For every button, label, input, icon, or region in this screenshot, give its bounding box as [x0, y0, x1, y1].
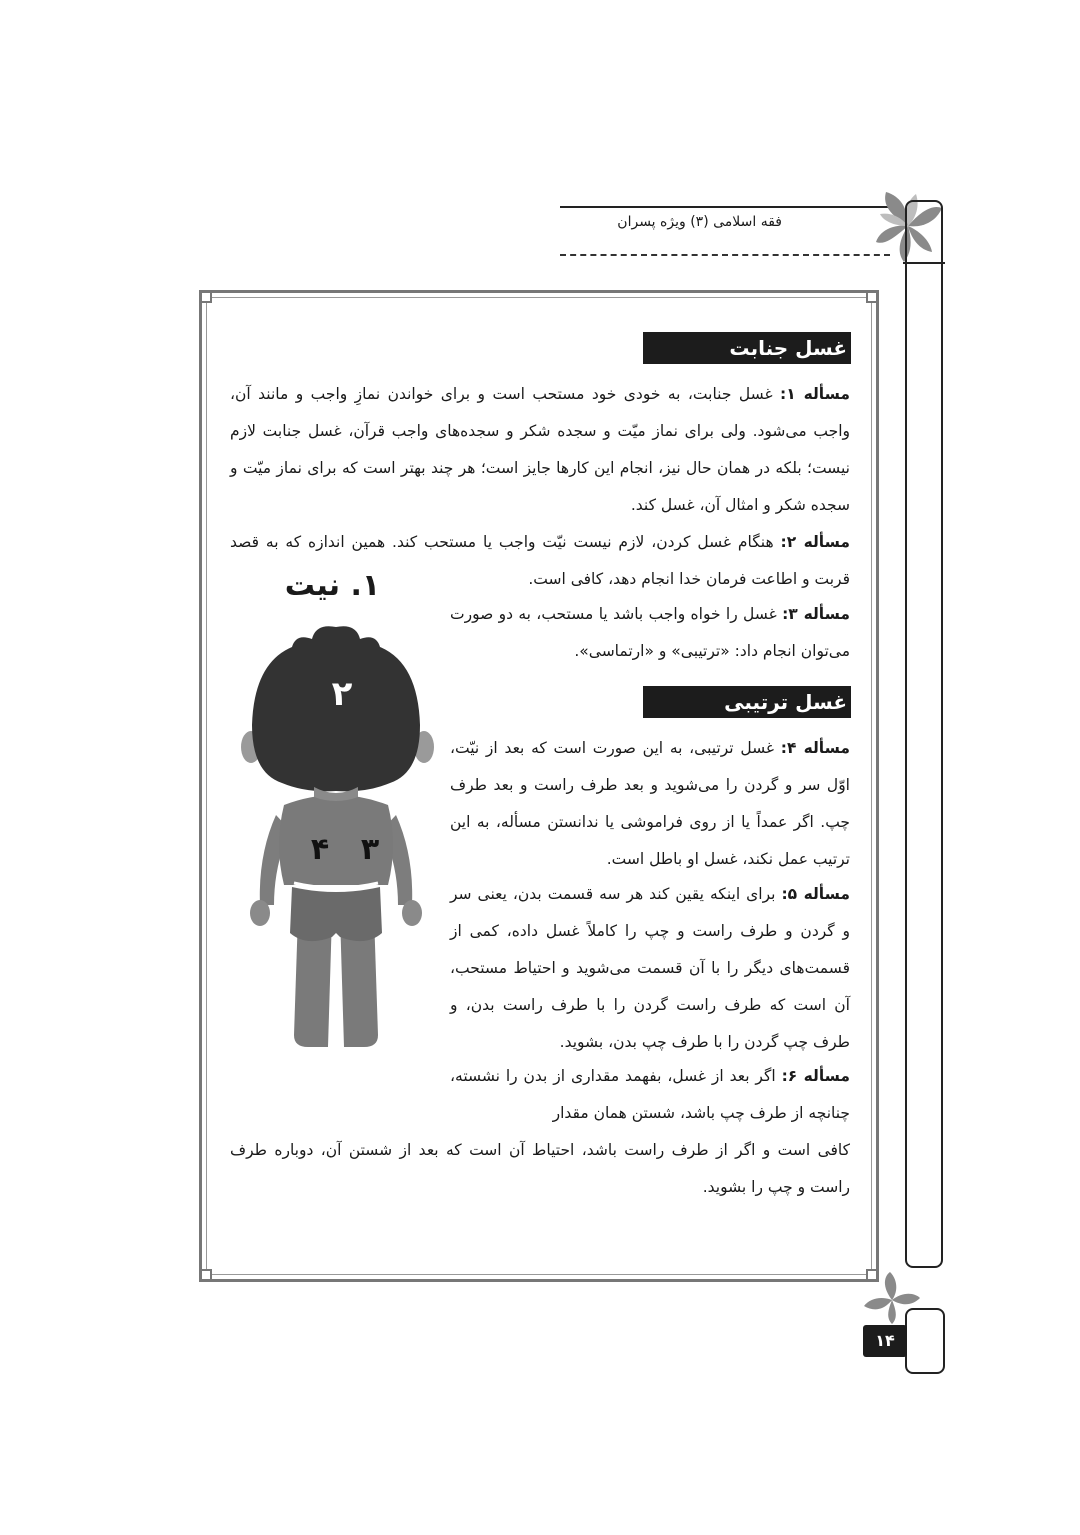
figure-number-left-side: ۴	[310, 832, 330, 867]
frame-corner-ornament	[866, 291, 878, 303]
masale-text: غسل ترتیبی، به این صورت است که بعد از نیّت، اوّل سر و گردن را می‌شوید و بعد طرف راست و بعد طرف چپ. اگر عمداً یا از روی فراموشی یا ندانستن مسأله، به این ترتیب عمل نکند، غسل او باطل است.	[450, 739, 850, 868]
masale-label: مسأله ۵:	[781, 885, 850, 903]
masale-label: مسأله ۱:	[780, 385, 850, 403]
frame-corner-ornament	[200, 291, 212, 303]
frame-corner-ornament	[200, 1269, 212, 1281]
section-heading-ghusl-tartibi: غسل ترتیبی	[643, 686, 851, 718]
masale-text: برای اینکه یقین کند هر سه قسمت بدن، یعنی سر و گردن و طرف راست و چپ را کاملاً غسل داده، کمی از قسمت‌های دیگر را با آن قسمت می‌شوید و احتیاط مستحب، آن است که طرف راست گردن را با طرف راست بدن، و طرف چپ گردن را با طرف چپ بدن، بشوید.	[450, 885, 850, 1051]
section-heading-ghusl-janabat: غسل جنابت	[643, 332, 851, 364]
masale-text: غسل جنابت، به خودی خود مستحب است و برای خواندن نمازِ واجب و مانند آن، واجب می‌شود. ولی برای نماز میّت و سجده شکر و سجده‌های واجب قرآن، غسل جنابت لازم نیست؛ بلکه در همان حال نیز، انجام این کارها جایز است؛ هر چند بهتر است که برای نماز میّت و سجده شکر و امثال آن، غسل کند.	[230, 385, 850, 514]
side-tab	[905, 200, 943, 1268]
paragraph-masale-3	[450, 596, 850, 670]
paragraph-masale-5	[450, 876, 850, 1061]
masale-label: مسأله ۴:	[780, 739, 851, 757]
figure-label: ۱. نیت	[284, 568, 381, 603]
masale-label: مسأله ۶:	[781, 1067, 851, 1085]
paragraph-masale-6-continued: کافی است و اگر از طرف راست باشد، احتیاط آن است که بعد از شستن آن، دوباره طرف راست و چپ را بشوید.	[230, 1141, 850, 1196]
figure-number-right-side: ۳	[360, 832, 380, 867]
figure-number-head: ۲	[331, 674, 353, 714]
child-back-illustration	[236, 615, 436, 1060]
paragraph-masale-6	[450, 1058, 850, 1132]
paragraph-masale-1	[230, 376, 850, 524]
side-tab-divider	[903, 262, 945, 264]
masale-text: اگر بعد از غسل، بفهمد مقداری از بدن را نشسته، چنانچه از طرف چپ باشد، شستن همان مقدار	[450, 1067, 850, 1122]
header-rule	[560, 206, 890, 208]
masale-label: مسأله ۲:	[780, 533, 850, 551]
paragraph-masale-4	[450, 730, 850, 878]
page-number: ۱۴	[863, 1325, 907, 1357]
masale-label: مسأله ۳:	[782, 605, 850, 623]
running-header-title: فقه اسلامی (۳) ویژه پسران	[617, 214, 782, 230]
header-dashed-rule	[560, 254, 890, 256]
masale-text: غسل را خواه واجب باشد یا مستحب، به دو صورت می‌توان انجام داد: «ترتیبی» و «ارتماسی».	[450, 605, 850, 660]
masale-text: هنگام غسل کردن، لازم نیست نیّت واجب یا مستحب کند. همین اندازه که به قصد قربت و اطاعت فرمان خدا انجام دهد، کافی است.	[230, 533, 850, 588]
page-number-tab	[905, 1308, 945, 1374]
